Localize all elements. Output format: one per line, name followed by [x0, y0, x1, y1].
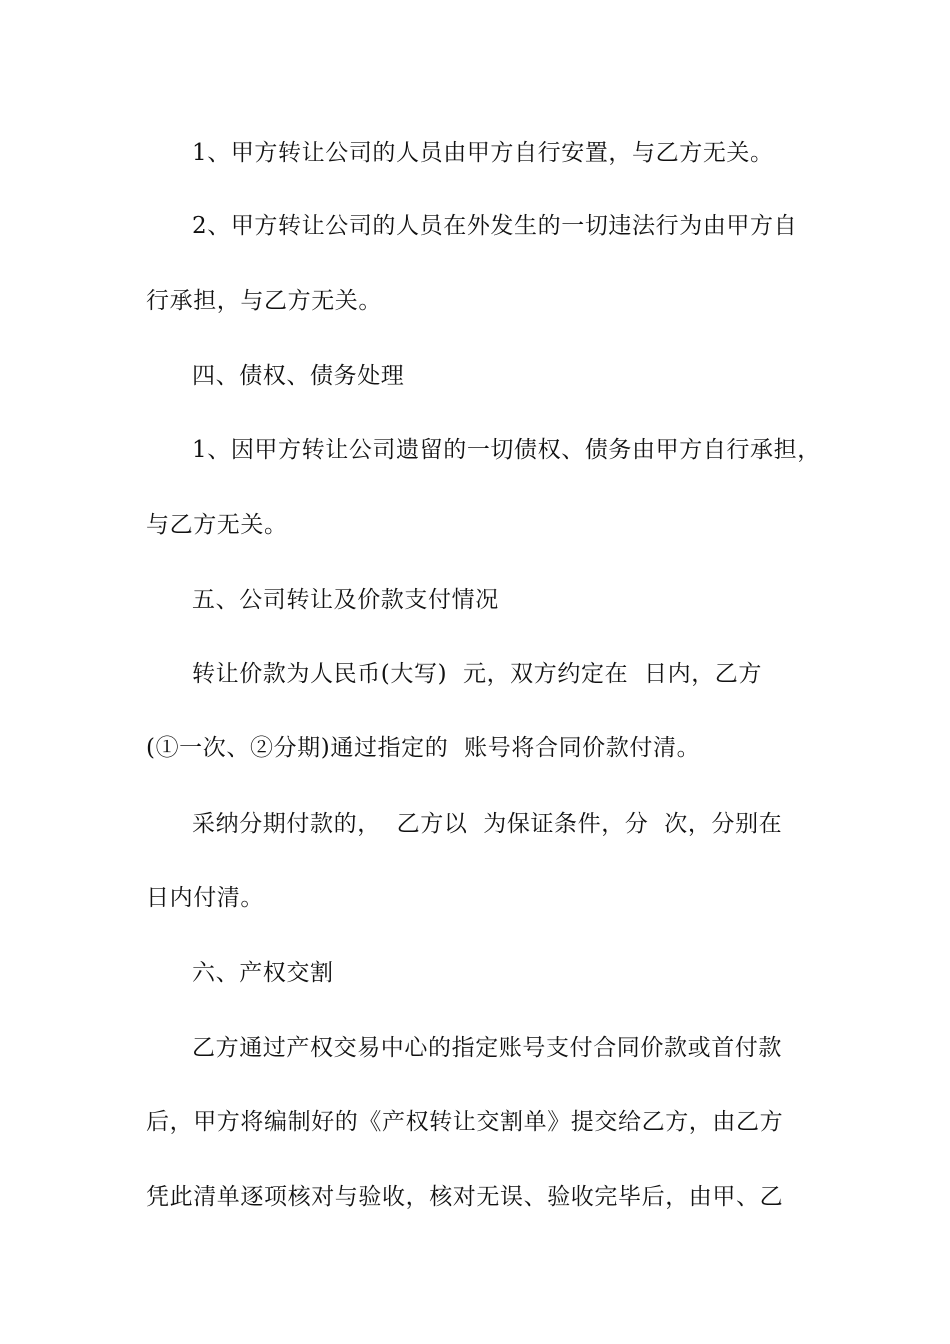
paragraph-line: (①一次、②分期)通过指定的 账号将合同价款付清。: [146, 735, 701, 761]
section-heading: 四、债权、债务处理: [192, 363, 405, 389]
paragraph-line: 乙方通过产权交易中心的指定账号支付合同价款或首付款: [192, 1035, 782, 1061]
paragraph-line: 凭此清单逐项核对与验收，核对无误、验收完毕后，由甲、乙: [146, 1184, 784, 1210]
paragraph-line: 2、甲方转让公司的人员在外发生的一切违法行为由甲方自: [192, 213, 798, 239]
paragraph-line: 转让价款为人民币(大写) 元，双方约定在 日内，乙方: [192, 661, 762, 687]
paragraph-line: 1、因甲方转让公司遗留的一切债权、债务由甲方自行承担，: [192, 437, 821, 463]
paragraph-line: 行承担，与乙方无关。: [146, 288, 382, 314]
paragraph-line: 与乙方无关。: [146, 512, 288, 538]
paragraph-line: 1、甲方转让公司的人员由甲方自行安置，与乙方无关。: [192, 140, 774, 166]
section-heading: 五、公司转让及价款支付情况: [192, 587, 499, 613]
section-heading: 六、产权交割: [192, 960, 334, 986]
paragraph-line: 日内付清。: [146, 885, 264, 911]
paragraph-line: 后，甲方将编制好的《产权转让交割单》提交给乙方，由乙方: [146, 1109, 784, 1135]
paragraph-line: 采纳分期付款的， 乙方以 为保证条件，分 次，分别在: [192, 811, 783, 837]
